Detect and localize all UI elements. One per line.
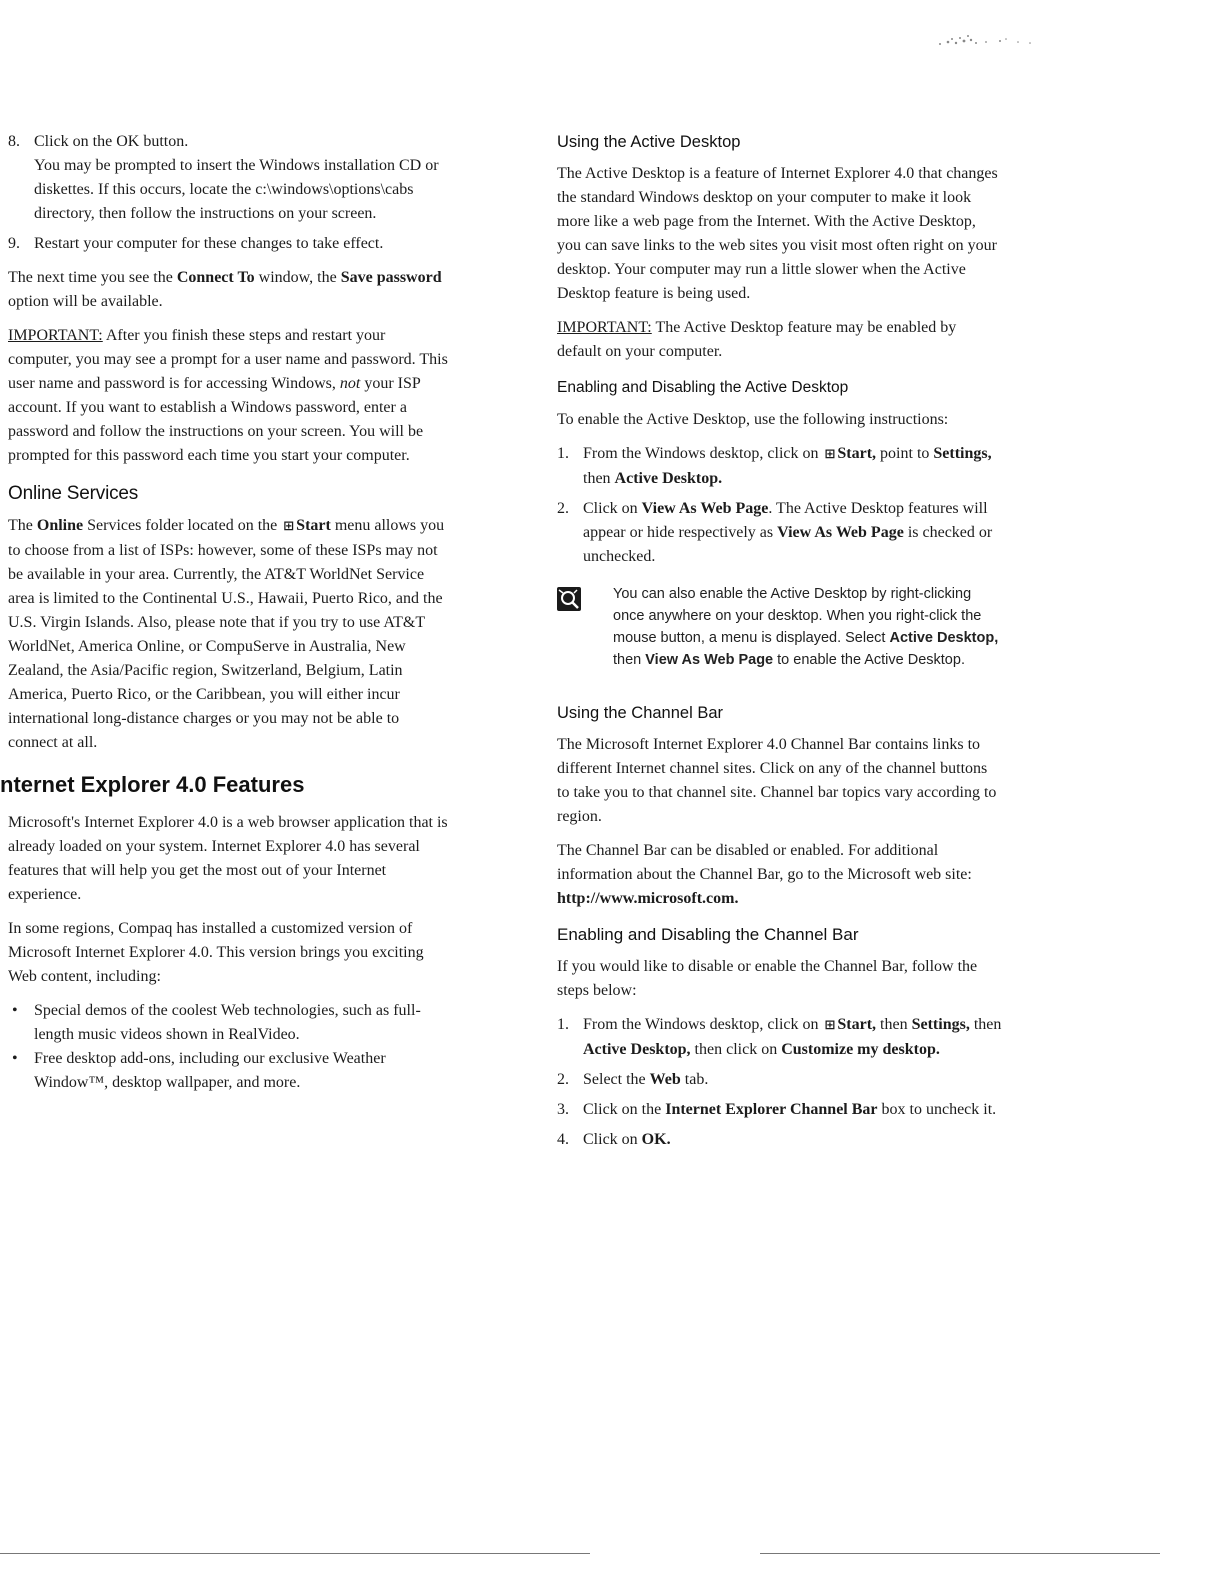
save-password-label: Save password: [340, 269, 442, 286]
footer-rule-right: [760, 1553, 1160, 1554]
channel-bar-heading: Using the Channel Bar: [557, 704, 724, 722]
step-3: [557, 1098, 1002, 1122]
view-as-web-page-label: View As Web Page: [641, 500, 769, 517]
active-desktop-label: Active Desktop.: [614, 470, 723, 487]
step-number: 9.: [8, 235, 20, 252]
text-run: menu allows you to choose from a list of ISPs: however, some of these ISPs may not be available in your area. Currently, the AT&T WorldNet Service area is limited to the Continental U.S., Hawaii, Puerto Rico, and the U.S. Virgin Islands. Also, please note that if you try to use AT&T WorldNet, America Online, or CompuServe in Australia, New Zealand, the Asia/Pacific region, Switzerland, Belgium, Latin America, Puerto Rico, or the Caribbean, you will either incur international long-distance charges or you may not be able to connect at all.: [8, 517, 445, 751]
step-2: [557, 1068, 1002, 1092]
left-column: [0, 130, 448, 1095]
text-run: then click on: [690, 1041, 782, 1058]
magnifier-icon: [557, 587, 581, 611]
tip-box: [557, 583, 1002, 671]
bullet: •: [12, 1050, 18, 1067]
text-run: then: [876, 1016, 912, 1033]
important-paragraph: [8, 324, 448, 468]
text-run: then: [583, 470, 615, 487]
list-item: [8, 999, 448, 1047]
settings-label: Settings,: [911, 1016, 970, 1033]
ie-features-heading: nternet Explorer 4.0 Features: [0, 772, 305, 797]
important-paragraph: [557, 316, 1002, 364]
step-4: [557, 1128, 1002, 1152]
emphasis: not: [339, 375, 361, 392]
step-number: 2.: [557, 500, 569, 517]
text-run: window, the: [254, 269, 341, 286]
active-desktop-label: Active Desktop,: [889, 630, 999, 646]
channel-bar-paragraph-1: The Microsoft Internet Explorer 4.0 Channel Bar contains links to different Internet channel sites. Click on any of the channel buttons to take you to that channel site. Channel bar topics vary according to region.: [557, 736, 997, 825]
channel-bar-paragraph-2: [557, 839, 1002, 911]
windows-logo-icon: ⊞: [824, 1018, 836, 1033]
ie-paragraph-1: Microsoft's Internet Explorer 4.0 is a web browser application that is already loaded on your system. Internet Explorer 4.0 has several features that will help you get the most out of your Internet experience.: [8, 814, 448, 903]
step-1: [557, 1013, 1002, 1062]
online-services-heading: Online Services: [8, 483, 139, 504]
text-run: to enable the Active Desktop.: [773, 652, 965, 668]
step-9: [8, 232, 448, 256]
connect-to-label: Connect To: [176, 269, 255, 286]
text-run: option will be available.: [8, 293, 163, 310]
microsoft-url: http://www.microsoft.com.: [557, 890, 739, 907]
text-run: The: [8, 517, 37, 534]
step-8: [8, 130, 448, 226]
start-label: Start: [296, 517, 331, 534]
bullet-text: Special demos of the coolest Web technologies, such as full-length music videos shown in RealVideo.: [34, 1002, 421, 1043]
enabling-channel-bar-heading: Enabling and Disabling the Channel Bar: [557, 925, 859, 944]
text-run: Select the: [583, 1071, 650, 1088]
ok-label: OK.: [641, 1131, 671, 1148]
view-as-web-page-label: View As Web Page: [777, 524, 904, 541]
start-label: Start,: [837, 445, 877, 462]
enabling-intro: To enable the Active Desktop, use the following instructions:: [557, 411, 949, 428]
footer-rule-left: [0, 1553, 590, 1554]
text-run: point to: [876, 445, 934, 462]
bullet-text: Free desktop add-ons, including our exclusive Weather Window™, desktop wallpaper, and more.: [34, 1050, 386, 1091]
online-services-paragraph: [8, 514, 448, 755]
scan-noise: [930, 30, 1050, 52]
text-run: The Active Desktop feature may be enabled by default on your computer.: [557, 319, 957, 360]
text-run: You can also enable the Active Desktop by right-clicking once anywhere on your desktop. When you right-click the mouse button, a menu is displayed. Select: [613, 586, 982, 646]
text-run: box to uncheck it.: [877, 1101, 997, 1118]
step-1: [557, 442, 1002, 491]
windows-logo-icon: ⊞: [824, 447, 836, 462]
start-label: Start,: [837, 1016, 877, 1033]
important-label: IMPORTANT:: [557, 319, 652, 336]
active-desktop-paragraph: The Active Desktop is a feature of Internet Explorer 4.0 that changes the standard Windows desktop on your computer to make it look more like a web page from the Internet. With the Active Desktop, you can save links to the web sites you visit most often right on your desktop. Your computer may run a little slower when the Active Desktop feature is being used.: [557, 165, 998, 302]
list-item: [8, 1047, 448, 1095]
channel-bar-intro: If you would like to disable or enable the Channel Bar, follow the steps below:: [557, 958, 978, 999]
text-run: . The Active Desktop features will appear or hide respectively as: [583, 500, 988, 541]
enabling-active-desktop-heading: Enabling and Disabling the Active Desktop: [557, 379, 849, 396]
text-run: Click on: [583, 1131, 642, 1148]
text-run: The next time you see the: [8, 269, 177, 286]
step-8-note: You may be prompted to insert the Windows installation CD or diskettes. If this occurs, locate the c:\windows\options\cabs directory, then follow the instructions on your screen.: [34, 157, 439, 222]
customize-label: Customize my desktop.: [781, 1041, 940, 1058]
view-as-web-page-label: View As Web Page: [645, 652, 774, 668]
text-run: then: [613, 652, 646, 668]
right-column: [557, 130, 1002, 1158]
online-label: Online: [36, 517, 84, 534]
step-number: 1.: [557, 1016, 569, 1033]
step-text: Restart your computer for these changes to take effect.: [34, 235, 384, 252]
web-tab-label: Web: [649, 1071, 681, 1088]
scan-noise-graphic: [930, 30, 1050, 52]
important-label: IMPORTANT:: [8, 327, 103, 344]
step-2: [557, 497, 1002, 569]
channel-bar-checkbox-label: Internet Explorer Channel Bar: [665, 1101, 878, 1118]
ie-paragraph-2: In some regions, Compaq has installed a customized version of Microsoft Internet Explorer 4.0. This version brings you exciting Web content, including:: [8, 920, 424, 985]
bullet: •: [12, 1002, 18, 1019]
active-desktop-label: Active Desktop,: [583, 1041, 691, 1058]
text-run: then: [969, 1016, 1002, 1033]
active-desktop-heading: Using the Active Desktop: [557, 133, 741, 151]
text-run: From the Windows desktop, click on: [583, 445, 823, 462]
text-run: After you finish these steps and restart your computer, you may see a prompt for a user name and password. This user name and password is for accessing Windows,: [8, 327, 448, 392]
windows-logo-icon: ⊞: [283, 519, 295, 534]
tip-icon: [557, 587, 581, 611]
step-number: 2.: [557, 1071, 569, 1088]
text-run: tab.: [680, 1071, 709, 1088]
step-text: Click on the OK button.: [34, 133, 189, 150]
text-run: From the Windows desktop, click on: [583, 1016, 823, 1033]
step-number: 3.: [557, 1101, 569, 1118]
step-number: 8.: [8, 133, 20, 150]
text-run: The Channel Bar can be disabled or enabled. For additional information about the Channel Bar, go to the Microsoft web site:: [557, 842, 972, 883]
text-run: Click on: [583, 500, 642, 517]
text-run: is checked or unchecked.: [583, 524, 993, 565]
step-number: 1.: [557, 445, 569, 462]
settings-label: Settings,: [933, 445, 992, 462]
step-number: 4.: [557, 1131, 569, 1148]
text-run: Services folder located on the: [83, 517, 282, 534]
text-run: your ISP account. If you want to establish a Windows password, enter a password and follow the instructions on your screen. You will be prompted for this password each time you start your computer.: [8, 375, 424, 464]
text-run: Click on the: [583, 1101, 666, 1118]
next-time-paragraph: [8, 266, 448, 314]
